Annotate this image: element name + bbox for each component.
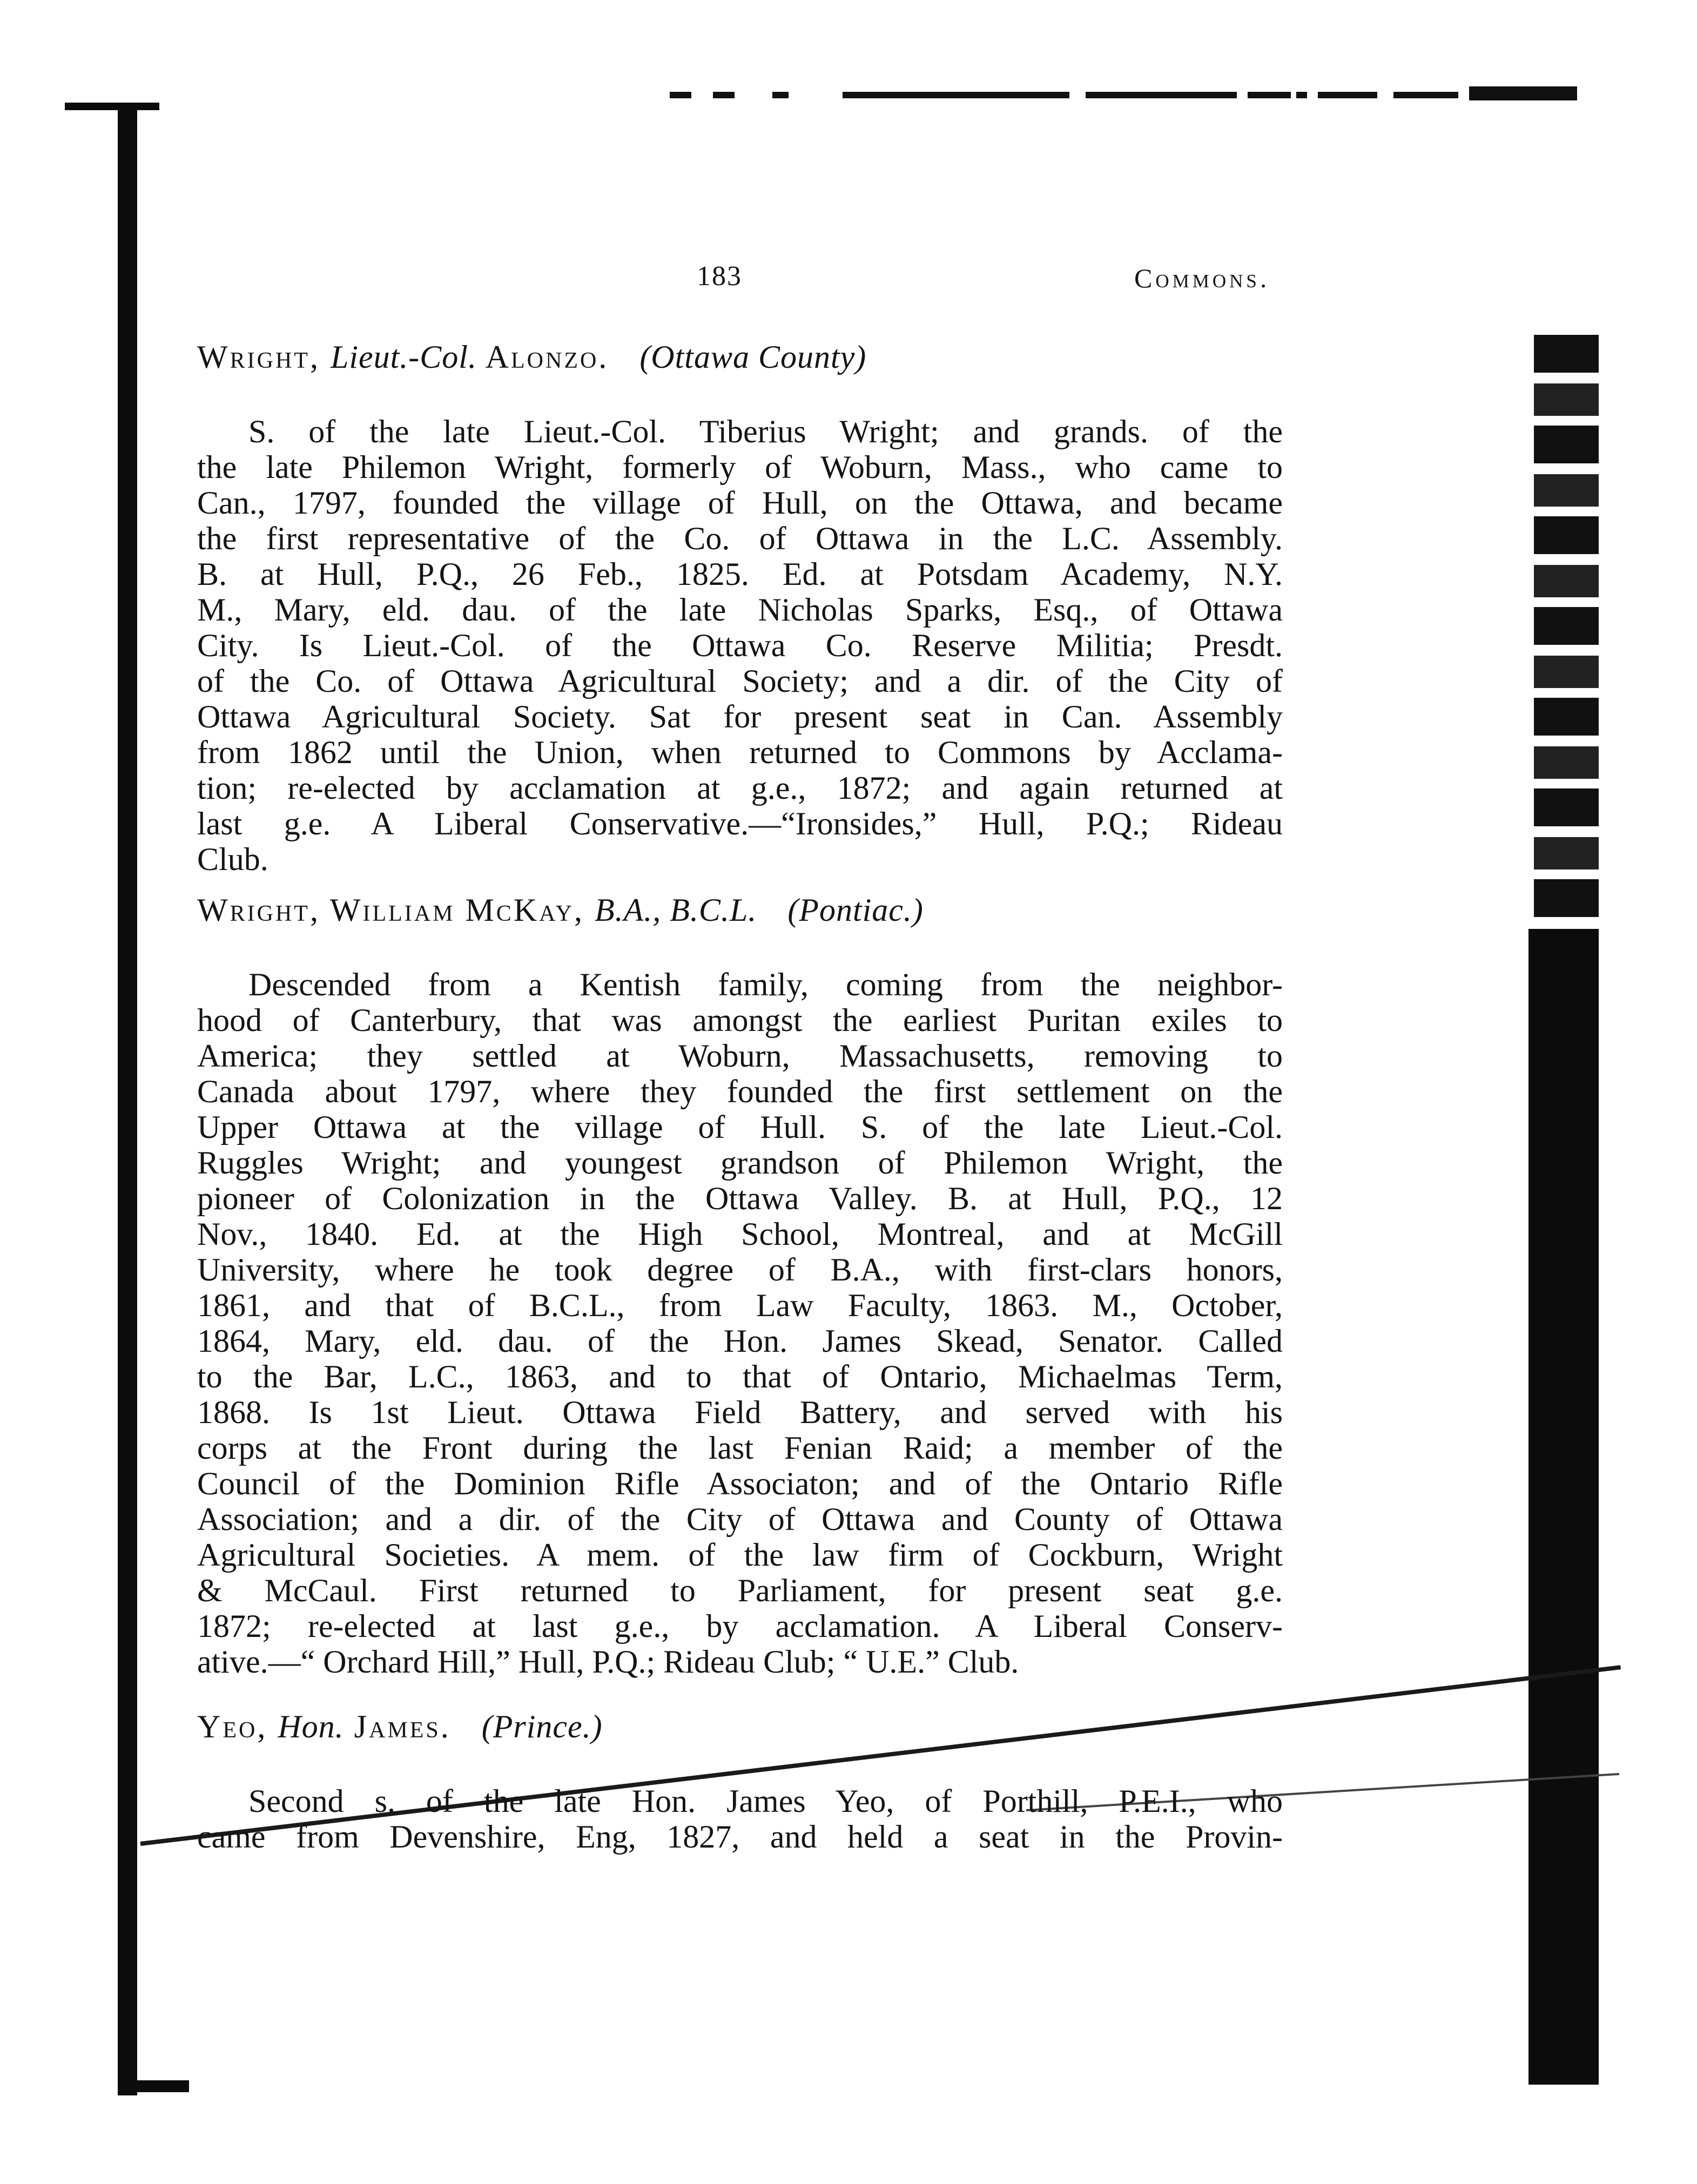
entry-wright-william bbox=[197, 892, 1283, 1680]
body-line: Nov., 1840. Ed. at the High School, Montreal, and at McGill bbox=[197, 1216, 1283, 1252]
body-line: of the Co. of Ottawa Agricultural Society; and a dir. of the City of bbox=[197, 663, 1283, 699]
body-line: ative.—“ Orchard Hill,” Hull, P.Q.; Rideau Club; “ U.E.” Club. bbox=[197, 1644, 1019, 1680]
right-edge-shadow bbox=[1528, 929, 1599, 2085]
body-line: America; they settled at Woburn, Massachusetts, removing to bbox=[197, 1038, 1283, 1074]
body-line: University, where he took degree of B.A., with first-clars honors, bbox=[197, 1252, 1283, 1288]
entry-constituency: (Ottawa County) bbox=[639, 339, 867, 375]
left-binding-foot bbox=[119, 2080, 189, 2092]
body-line: & McCaul. First returned to Parliament, for present seat g.e. bbox=[197, 1573, 1283, 1608]
left-binding-cap bbox=[65, 103, 159, 110]
entry-wright-alonzo bbox=[197, 339, 1283, 877]
body-line: Upper Ottawa at the village of Hull. S. of the late Lieut.-Col. bbox=[197, 1109, 1283, 1145]
entry-title: Hon. bbox=[278, 1709, 344, 1744]
top-edge-mark bbox=[1393, 92, 1458, 98]
body-line: the late Philemon Wright, formerly of Woburn, Mass., who came to bbox=[197, 449, 1283, 485]
entry-heading bbox=[197, 892, 1283, 928]
body-line: to the Bar, L.C., 1863, and to that of Ontario, Michaelmas Term, bbox=[197, 1359, 1283, 1394]
entry-given-name: Alonzo. bbox=[485, 339, 609, 375]
entry-constituency: (Prince.) bbox=[481, 1709, 603, 1744]
entry-name: Yeo, bbox=[197, 1709, 268, 1744]
entry-heading bbox=[197, 339, 1283, 375]
body-line: B. at Hull, P.Q., 26 Feb., 1825. Ed. at Potsdam Academy, N.Y. bbox=[197, 556, 1283, 592]
entry-body bbox=[197, 1783, 1283, 1855]
body-line: pioneer of Colonization in the Ottawa Valley. B. at Hull, P.Q., 12 bbox=[197, 1181, 1283, 1216]
body-line: 1868. Is 1st Lieut. Ottawa Field Battery, and served with his bbox=[197, 1394, 1283, 1430]
body-line: from 1862 until the Union, when returned to Commons by Acclama- bbox=[197, 734, 1283, 770]
entry-yeo-james bbox=[197, 1709, 1283, 1855]
body-line: corps at the Front during the last Fenian Raid; a member of the bbox=[197, 1430, 1283, 1466]
entry-title: Lieut.-Col. bbox=[330, 339, 477, 375]
body-line: Canada about 1797, where they founded the first settlement on the bbox=[197, 1074, 1283, 1109]
body-line: Agricultural Societies. A mem. of the law firm of Cockburn, Wright bbox=[197, 1537, 1283, 1573]
body-line: S. of the late Lieut.-Col. Tiberius Wright; and grands. of the bbox=[248, 414, 1283, 449]
body-line: last g.e. A Liberal Conservative.—“Ironsides,” Hull, P.Q.; Rideau bbox=[197, 806, 1283, 841]
body-line: came from Devenshire, Eng, 1827, and held a seat in the Provin- bbox=[197, 1819, 1283, 1855]
body-line: 1861, and that of B.C.L., from Law Faculty, 1863. M., October, bbox=[197, 1288, 1283, 1323]
body-line: City. Is Lieut.-Col. of the Ottawa Co. Reserve Militia; Presdt. bbox=[197, 628, 1283, 663]
right-edge-noise bbox=[1534, 335, 1599, 918]
body-line: Ruggles Wright; and youngest grandson of Philemon Wright, the bbox=[197, 1145, 1283, 1181]
body-line: tion; re-elected by acclamation at g.e., 1872; and again returned at bbox=[197, 770, 1283, 806]
body-line: Ottawa Agricultural Society. Sat for present seat in Can. Assembly bbox=[197, 699, 1283, 734]
body-line: Can., 1797, founded the village of Hull, on the Ottawa, and became bbox=[197, 485, 1283, 521]
top-edge-mark bbox=[1469, 86, 1577, 100]
entry-name: Wright, William McKay, bbox=[197, 892, 584, 928]
body-line: Council of the Dominion Rifle Associaton; and of the Ontario Rifle bbox=[197, 1466, 1283, 1501]
body-line: Club. bbox=[197, 841, 268, 877]
entry-heading bbox=[197, 1709, 1283, 1744]
entry-body bbox=[197, 967, 1283, 1680]
body-line: Descended from a Kentish family, coming from the neighbor- bbox=[248, 967, 1283, 1002]
entry-name: Wright, bbox=[197, 339, 320, 375]
body-line: 1864, Mary, eld. dau. of the Hon. James Skead, Senator. Called bbox=[197, 1323, 1283, 1359]
left-binding-shadow bbox=[118, 103, 137, 2095]
body-line: the first representative of the Co. of Ottawa in the L.C. Assembly. bbox=[197, 521, 1283, 556]
top-edge-mark bbox=[1296, 92, 1307, 98]
body-line: M., Mary, eld. dau. of the late Nicholas Sparks, Esq., of Ottawa bbox=[197, 592, 1283, 628]
entry-title: B.A., B.C.L. bbox=[594, 892, 757, 928]
top-edge-mark bbox=[670, 92, 691, 98]
body-line: Association; and a dir. of the City of Ottawa and County of Ottawa bbox=[197, 1501, 1283, 1537]
body-line: 1872; re-elected at last g.e., by acclamation. A Liberal Conserv- bbox=[197, 1608, 1283, 1644]
section-title: Commons. bbox=[1134, 263, 1270, 293]
page-number: 183 bbox=[697, 261, 742, 292]
top-edge-mark bbox=[1086, 92, 1237, 98]
entry-body bbox=[197, 414, 1283, 877]
body-line: hood of Canterbury, that was amongst the earliest Puritan exiles to bbox=[197, 1002, 1283, 1038]
entry-given-name: James. bbox=[354, 1709, 451, 1744]
top-edge-mark bbox=[843, 92, 1069, 98]
top-edge-mark bbox=[1318, 92, 1377, 98]
body-line: Second s. of the late Hon. James Yeo, of Porthill, P.E.I., who bbox=[248, 1783, 1283, 1819]
top-edge-mark bbox=[1248, 92, 1291, 98]
top-edge-mark bbox=[772, 92, 789, 98]
top-edge-mark bbox=[713, 92, 735, 98]
entry-constituency: (Pontiac.) bbox=[787, 892, 924, 928]
